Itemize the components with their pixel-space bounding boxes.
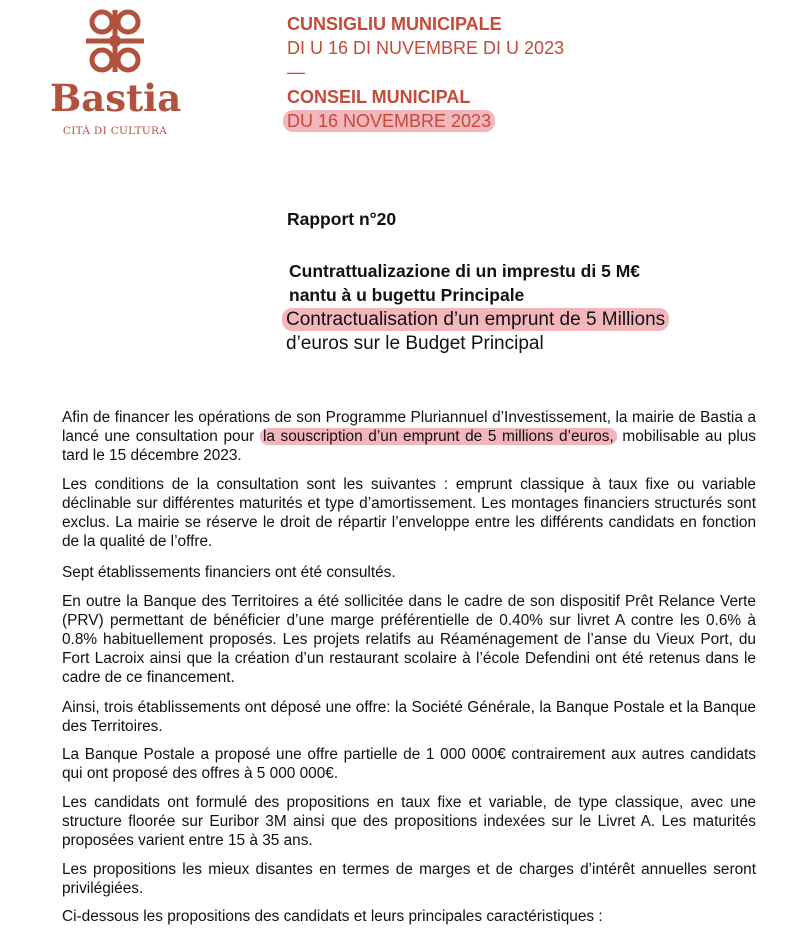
- logo-city-name: Bastia: [50, 76, 182, 120]
- report-title-french-line1: [286, 308, 669, 332]
- report-title-corsican-line1: Cuntrattualizazione di un imprestu di 5 M€: [289, 261, 640, 281]
- header-corsican-date: DI U 16 DI NUVEMBRE DI U 2023: [287, 38, 565, 58]
- header-separator: —: [287, 62, 305, 82]
- bastia-emblem-icon: [82, 6, 148, 76]
- header-french-title: CONSEIL MUNICIPAL: [287, 87, 471, 107]
- paragraph-conditions: Les conditions de la consultation sont les suivantes : emprunt classique à taux fixe ou variable déclinable sur différentes maturités et type d’amortissement. Les montages financiers structurés sont exclus. La mairie se réserve le droit de répartir l’enveloppe entre les différents candidats en fonction de la qualité de l’offre.: [62, 476, 756, 550]
- paragraph-consulted: Sept établissements financiers ont été consultés.: [62, 564, 396, 581]
- paragraph-banque-postale: La Banque Postale a proposé une offre partielle de 1 000 000€ contrairement aux autres candidats qui ont proposé des offres à 5 000 000€.: [62, 746, 756, 782]
- bastia-logo: [50, 6, 180, 141]
- paragraph-below: Ci-dessous les propositions des candidats et leurs principales caractéristiques :: [62, 908, 603, 925]
- paragraph-banque-territoires: En outre la Banque des Territoires a été sollicitée dans le cadre de son dispositif Prêt Relance Verte (PRV) permettant de bénéficier d’une marge préférentielle de 0.40% sur livret A contre les 0.6% à 0.8% habituellement proposés. Les projets relatifs au Réaménagement de l’anse du Vieux Port, du Fort Lacroix ainsi que la création d’un restaurant scolaire à l’école Defendini ont été retenus dans le cadre de ce financement.: [62, 593, 756, 686]
- report-number: Rapport n°20: [287, 209, 397, 229]
- paragraph-criteria: Les propositions les mieux disantes en termes de marges et de charges d’intérêt annuelles seront privilégiées.: [62, 861, 756, 897]
- report-title-french-highlight: Contractualisation d’un emprunt de 5 Millions: [282, 308, 669, 331]
- logo-tagline: CITÀ DI CULTURA: [62, 125, 168, 137]
- report-title-french-line2: d’euros sur le Budget Principal: [286, 333, 544, 354]
- paragraph-proposals: Les candidats ont formulé des propositions en taux fixe et variable, de type classique, avec une structure floorée sur Euribor 3M ainsi que des propositions indexées sur le Livret A. Les maturités proposées varient entre 15 à 35 ans.: [62, 794, 756, 849]
- loan-amount-highlight: la souscription d’un emprunt de 5 millions d’euros,: [260, 428, 617, 445]
- report-title-corsican-line2: nantu à u bugettu Principale: [289, 285, 525, 305]
- paragraph-financing: Afin de financer les opérations de son Programme Pluriannuel d’Investissement, la mairie de Bastia a lancé une consultation pour la souscription d’un emprunt de 5 millions d’euros, mobilisable au plus tard le 15 décembre 2023.: [62, 409, 756, 464]
- header-corsican-title: CUNSIGLIU MUNICIPALE: [287, 14, 502, 34]
- header-french-date: [287, 110, 495, 132]
- paragraph-offers: Ainsi, trois établissements ont déposé une offre: la Société Générale, la Banque Postale et la Banque des Territoires.: [62, 699, 756, 735]
- header-french-date-highlight: DU 16 NOVEMBRE 2023: [283, 110, 495, 132]
